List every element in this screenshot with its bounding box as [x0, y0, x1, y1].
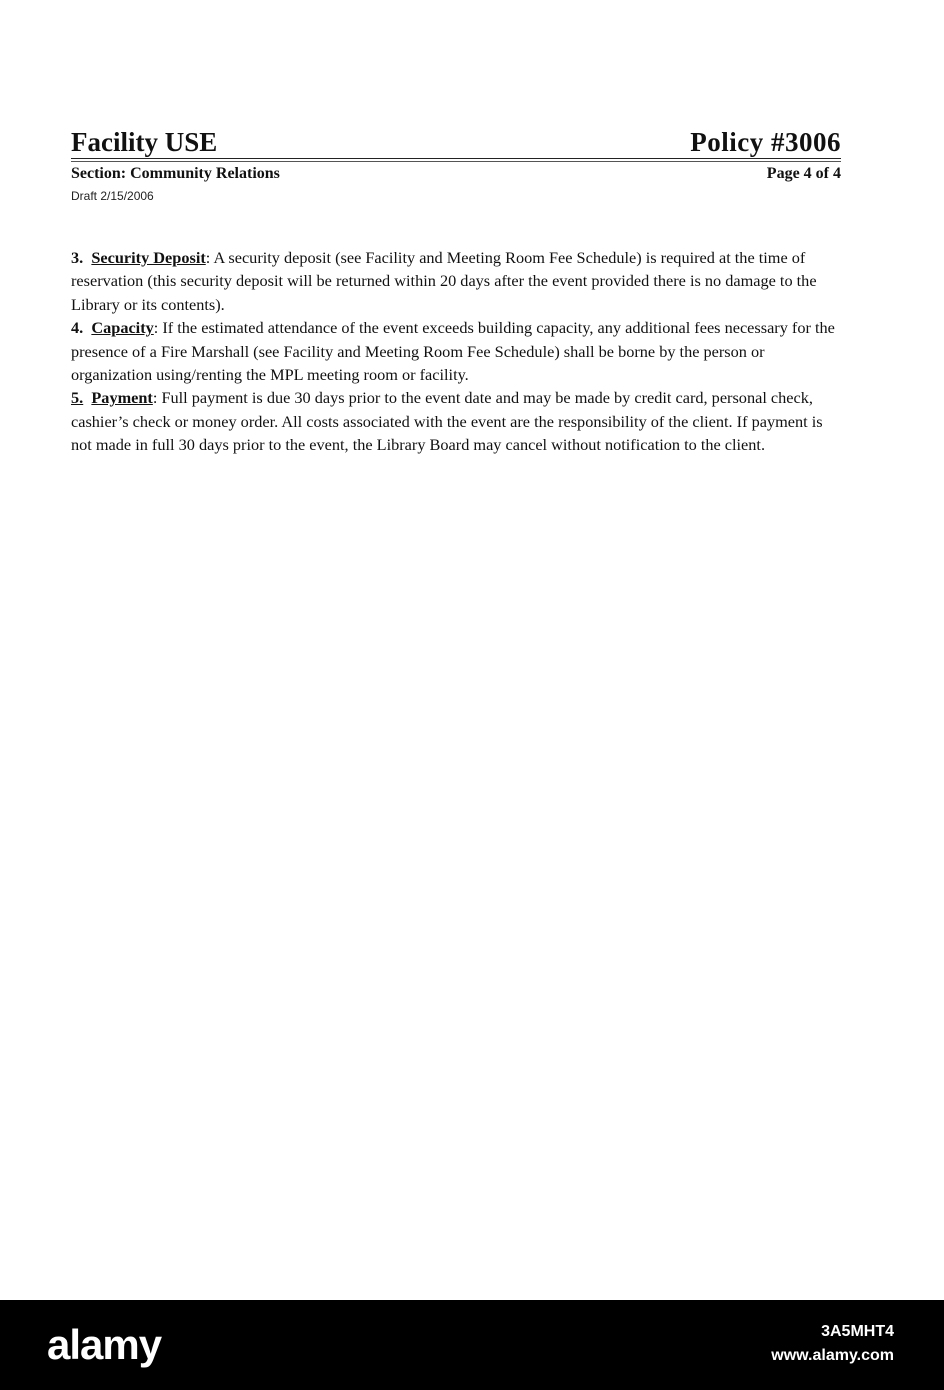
- item-number: 4.: [71, 318, 84, 338]
- item-term: Security Deposit: [91, 248, 206, 267]
- header-rule: [71, 158, 841, 159]
- policy-body: [71, 246, 843, 457]
- alamy-logo: alamy: [47, 1321, 162, 1368]
- policy-item-capacity: [71, 316, 843, 386]
- section-label: Section: Community Relations: [71, 165, 280, 182]
- item-number: 5.: [71, 388, 84, 408]
- document-title: Facility USE: [71, 127, 218, 157]
- page-number: Page 4 of 4: [766, 165, 841, 182]
- policy-number: Policy #3006: [690, 127, 841, 157]
- document-header: [71, 124, 841, 160]
- item-text: : Full payment is due 30 days prior to the event date and may be made by credit card, personal check, cashier’s check or money order. All costs associated with the event are the responsibility of the client. If payment is not made in full 30 days prior to the event, the Library Board may cancel without notification to the client.: [71, 388, 823, 455]
- item-number: 3.: [71, 248, 84, 267]
- item-term: Capacity: [91, 318, 154, 338]
- policy-item-payment: [71, 386, 843, 456]
- site-url: www.alamy.com: [771, 1347, 894, 1364]
- item-text: : If the estimated attendance of the event exceeds building capacity, any additional fees necessary for the presence of a Fire Marshall (see Facility and Meeting Room Fee Schedule) shall be borne by the person or organization using/renting the MPL meeting room or facility.: [71, 318, 835, 385]
- policy-item-security-deposit: [71, 246, 843, 316]
- watermark-bar: [0, 1300, 944, 1390]
- item-term: Payment: [91, 388, 153, 408]
- header-rule-secondary: [71, 161, 841, 162]
- image-id: 3A5MHT4: [821, 1323, 894, 1340]
- item-text: : A security deposit (see Facility and Meeting Room Fee Schedule) is required at the time of reservation (this security deposit will be returned within 20 days after the event provided there is no damage to the Library or its contents).: [71, 248, 817, 314]
- draft-date: Draft 2/15/2006: [71, 189, 154, 203]
- section-line: [71, 163, 841, 185]
